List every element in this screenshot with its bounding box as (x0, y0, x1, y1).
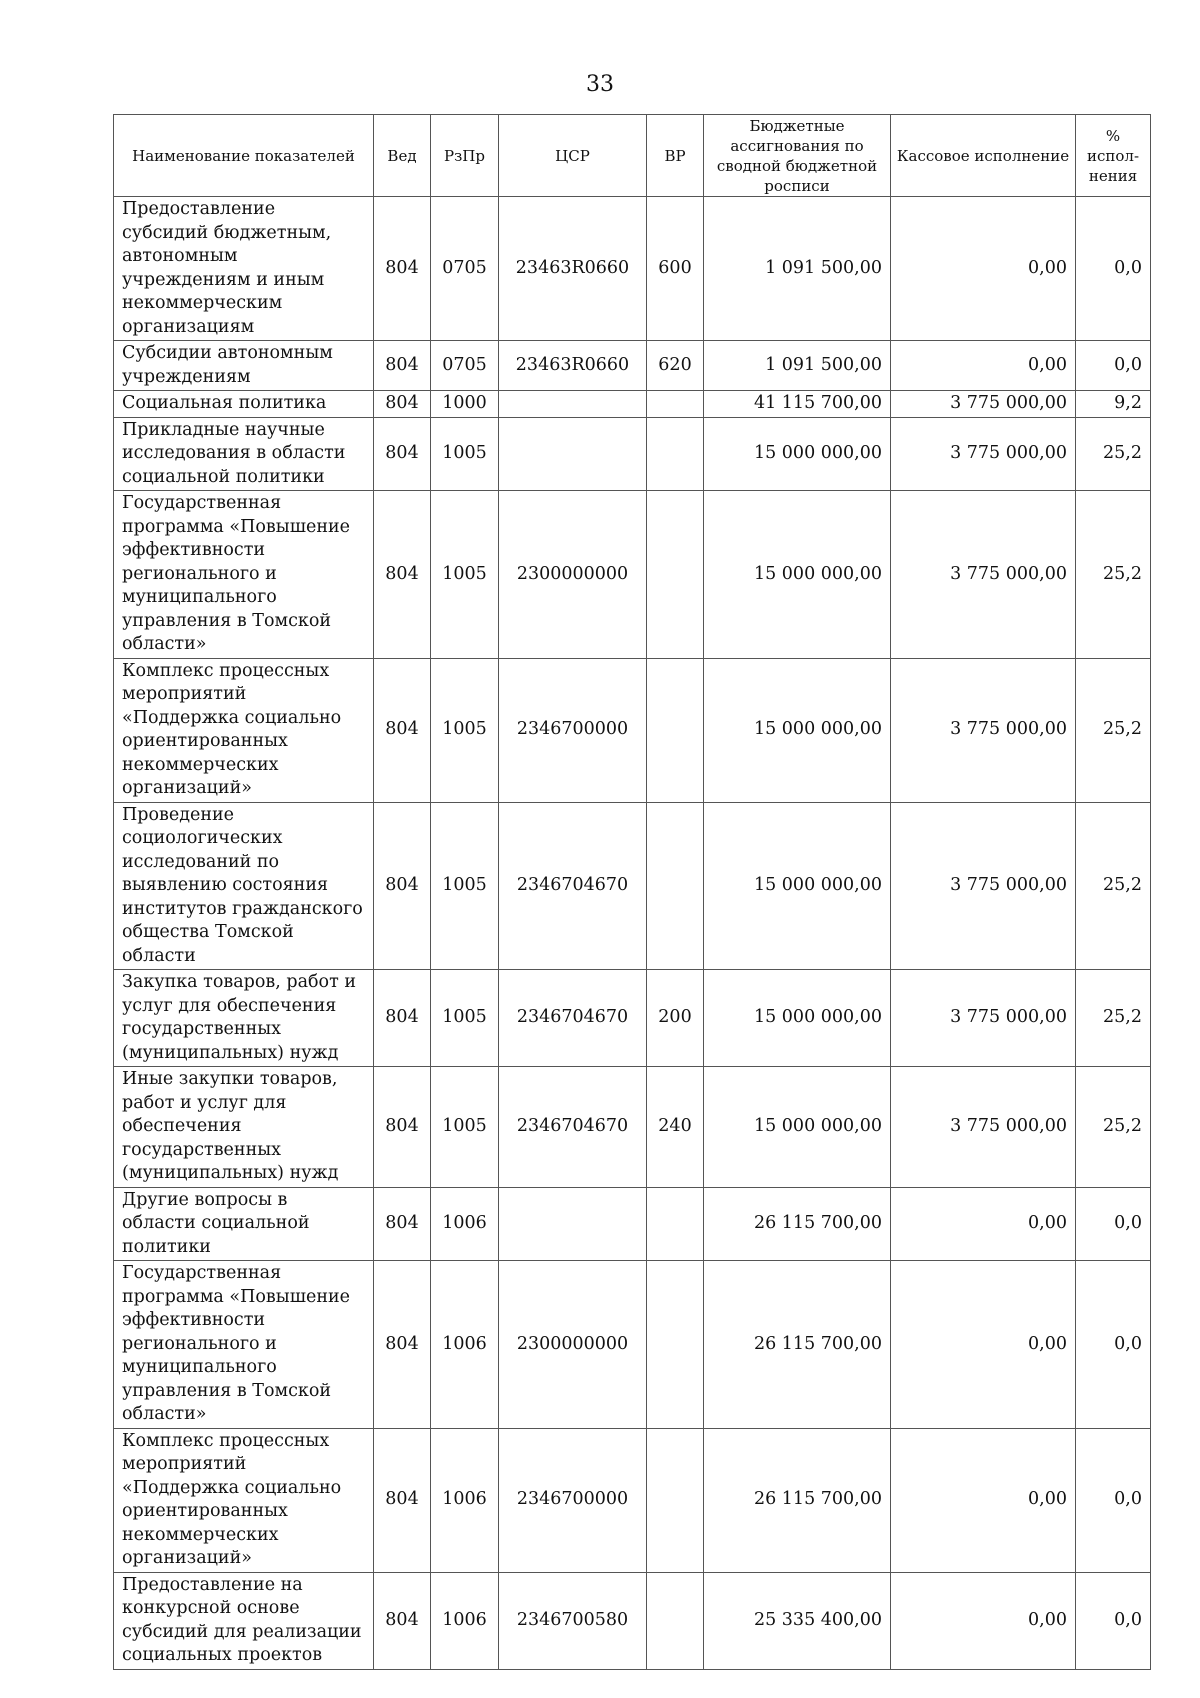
table-row (114, 970, 1151, 1067)
cell-ved: 804 (374, 417, 431, 491)
cell-pct: 0,0 (1076, 1261, 1151, 1429)
table-row (114, 802, 1151, 970)
cell-assigned: 26 115 700,00 (704, 1187, 891, 1261)
cell-csr: 2346700580 (499, 1572, 647, 1669)
cell-vr (647, 658, 704, 802)
cell-assigned: 15 000 000,00 (704, 491, 891, 659)
cell-rzpr: 1005 (431, 970, 499, 1067)
cell-csr: 2300000000 (499, 491, 647, 659)
cell-csr (499, 417, 647, 491)
cell-ved: 804 (374, 391, 431, 418)
cell-cash: 3 775 000,00 (891, 391, 1076, 418)
cell-vr: 620 (647, 341, 704, 391)
cell-assigned: 15 000 000,00 (704, 970, 891, 1067)
cell-cash: 3 775 000,00 (891, 417, 1076, 491)
cell-name: Государственная программа «Повышение эффективности регионального и муниципального управления в Томской области» (114, 491, 374, 659)
header-assigned: Бюджетные ассигнования по сводной бюджетной росписи (704, 115, 891, 197)
cell-pct: 25,2 (1076, 491, 1151, 659)
cell-csr: 2346704670 (499, 1067, 647, 1188)
cell-assigned: 15 000 000,00 (704, 1067, 891, 1188)
cell-vr (647, 417, 704, 491)
cell-name: Предоставление на конкурсной основе субсидий для реализации социальных проектов (114, 1572, 374, 1669)
header-rzpr: РзПр (431, 115, 499, 197)
table-row (114, 341, 1151, 391)
cell-name: Предоставление субсидий бюджетным, автономным учреждениям и иным некоммерческим организациям (114, 197, 374, 341)
cell-name: Прикладные научные исследования в области социальной политики (114, 417, 374, 491)
cell-ved: 804 (374, 1428, 431, 1572)
cell-csr: 23463R0660 (499, 197, 647, 341)
table-row (114, 391, 1151, 418)
cell-pct: 9,2 (1076, 391, 1151, 418)
cell-ved: 804 (374, 341, 431, 391)
cell-vr (647, 802, 704, 970)
cell-cash: 3 775 000,00 (891, 658, 1076, 802)
budget-table (113, 114, 1151, 1670)
cell-pct: 0,0 (1076, 1187, 1151, 1261)
cell-ved: 804 (374, 197, 431, 341)
cell-rzpr: 1005 (431, 658, 499, 802)
cell-rzpr: 1005 (431, 417, 499, 491)
cell-name: Субсидии автономным учреждениям (114, 341, 374, 391)
cell-csr: 2346700000 (499, 1428, 647, 1572)
cell-rzpr: 0705 (431, 197, 499, 341)
cell-cash: 0,00 (891, 1187, 1076, 1261)
cell-csr: 2346704670 (499, 970, 647, 1067)
cell-cash: 0,00 (891, 1428, 1076, 1572)
cell-vr (647, 1261, 704, 1429)
cell-csr: 2346704670 (499, 802, 647, 970)
cell-vr: 600 (647, 197, 704, 341)
table-row (114, 491, 1151, 659)
cell-name: Комплекс процессных мероприятий «Поддержка социально ориентированных некоммерческих организаций» (114, 658, 374, 802)
cell-cash: 3 775 000,00 (891, 802, 1076, 970)
cell-assigned: 26 115 700,00 (704, 1261, 891, 1429)
cell-csr: 2300000000 (499, 1261, 647, 1429)
header-pct: % испол-нения (1076, 115, 1151, 197)
cell-pct: 25,2 (1076, 802, 1151, 970)
cell-vr (647, 1572, 704, 1669)
cell-rzpr: 1006 (431, 1428, 499, 1572)
cell-rzpr: 1005 (431, 1067, 499, 1188)
cell-csr (499, 1187, 647, 1261)
cell-name: Иные закупки товаров, работ и услуг для обеспечения государственных (муниципальных) нужд (114, 1067, 374, 1188)
cell-name: Комплекс процессных мероприятий «Поддержка социально ориентированных некоммерческих организаций» (114, 1428, 374, 1572)
cell-vr (647, 1187, 704, 1261)
table-row (114, 1067, 1151, 1188)
cell-assigned: 26 115 700,00 (704, 1428, 891, 1572)
cell-ved: 804 (374, 491, 431, 659)
cell-vr (647, 391, 704, 418)
cell-cash: 3 775 000,00 (891, 1067, 1076, 1188)
cell-rzpr: 1005 (431, 491, 499, 659)
cell-pct: 25,2 (1076, 417, 1151, 491)
cell-assigned: 25 335 400,00 (704, 1572, 891, 1669)
cell-rzpr: 1006 (431, 1187, 499, 1261)
header-csr: ЦСР (499, 115, 647, 197)
table-row (114, 1428, 1151, 1572)
cell-rzpr: 0705 (431, 341, 499, 391)
table-row (114, 197, 1151, 341)
cell-cash: 3 775 000,00 (891, 491, 1076, 659)
cell-pct: 0,0 (1076, 1572, 1151, 1669)
cell-csr (499, 391, 647, 418)
cell-pct: 0,0 (1076, 1428, 1151, 1572)
cell-ved: 804 (374, 1067, 431, 1188)
table-row (114, 1572, 1151, 1669)
cell-name: Социальная политика (114, 391, 374, 418)
cell-rzpr: 1000 (431, 391, 499, 418)
cell-ved: 804 (374, 1261, 431, 1429)
cell-ved: 804 (374, 658, 431, 802)
cell-name: Государственная программа «Повышение эффективности регионального и муниципального управления в Томской области» (114, 1261, 374, 1429)
cell-cash: 0,00 (891, 197, 1076, 341)
cell-assigned: 15 000 000,00 (704, 417, 891, 491)
cell-assigned: 41 115 700,00 (704, 391, 891, 418)
cell-pct: 25,2 (1076, 1067, 1151, 1188)
cell-rzpr: 1006 (431, 1261, 499, 1429)
cell-cash: 3 775 000,00 (891, 970, 1076, 1067)
cell-name: Проведение социологических исследований по выявлению состояния институтов гражданского общества Томской области (114, 802, 374, 970)
cell-vr: 200 (647, 970, 704, 1067)
cell-csr: 2346700000 (499, 658, 647, 802)
cell-cash: 0,00 (891, 1261, 1076, 1429)
cell-pct: 25,2 (1076, 658, 1151, 802)
cell-name: Другие вопросы в области социальной политики (114, 1187, 374, 1261)
cell-vr (647, 491, 704, 659)
table-row (114, 658, 1151, 802)
table-row (114, 1261, 1151, 1429)
cell-vr: 240 (647, 1067, 704, 1188)
header-cash: Кассовое исполнение (891, 115, 1076, 197)
cell-ved: 804 (374, 802, 431, 970)
cell-ved: 804 (374, 1572, 431, 1669)
header-ved: Вед (374, 115, 431, 197)
cell-csr: 23463R0660 (499, 341, 647, 391)
cell-name: Закупка товаров, работ и услуг для обеспечения государственных (муниципальных) нужд (114, 970, 374, 1067)
cell-assigned: 1 091 500,00 (704, 197, 891, 341)
cell-assigned: 15 000 000,00 (704, 802, 891, 970)
table-row (114, 417, 1151, 491)
table-row (114, 1187, 1151, 1261)
cell-assigned: 1 091 500,00 (704, 341, 891, 391)
cell-pct: 25,2 (1076, 970, 1151, 1067)
cell-rzpr: 1006 (431, 1572, 499, 1669)
cell-assigned: 15 000 000,00 (704, 658, 891, 802)
cell-ved: 804 (374, 1187, 431, 1261)
table-header-row (114, 115, 1151, 197)
header-vr: ВР (647, 115, 704, 197)
cell-cash: 0,00 (891, 1572, 1076, 1669)
cell-pct: 0,0 (1076, 197, 1151, 341)
page-number: 33 (586, 72, 614, 97)
cell-ved: 804 (374, 970, 431, 1067)
cell-rzpr: 1005 (431, 802, 499, 970)
header-name: Наименование показателей (114, 115, 374, 197)
cell-cash: 0,00 (891, 341, 1076, 391)
cell-vr (647, 1428, 704, 1572)
cell-pct: 0,0 (1076, 341, 1151, 391)
